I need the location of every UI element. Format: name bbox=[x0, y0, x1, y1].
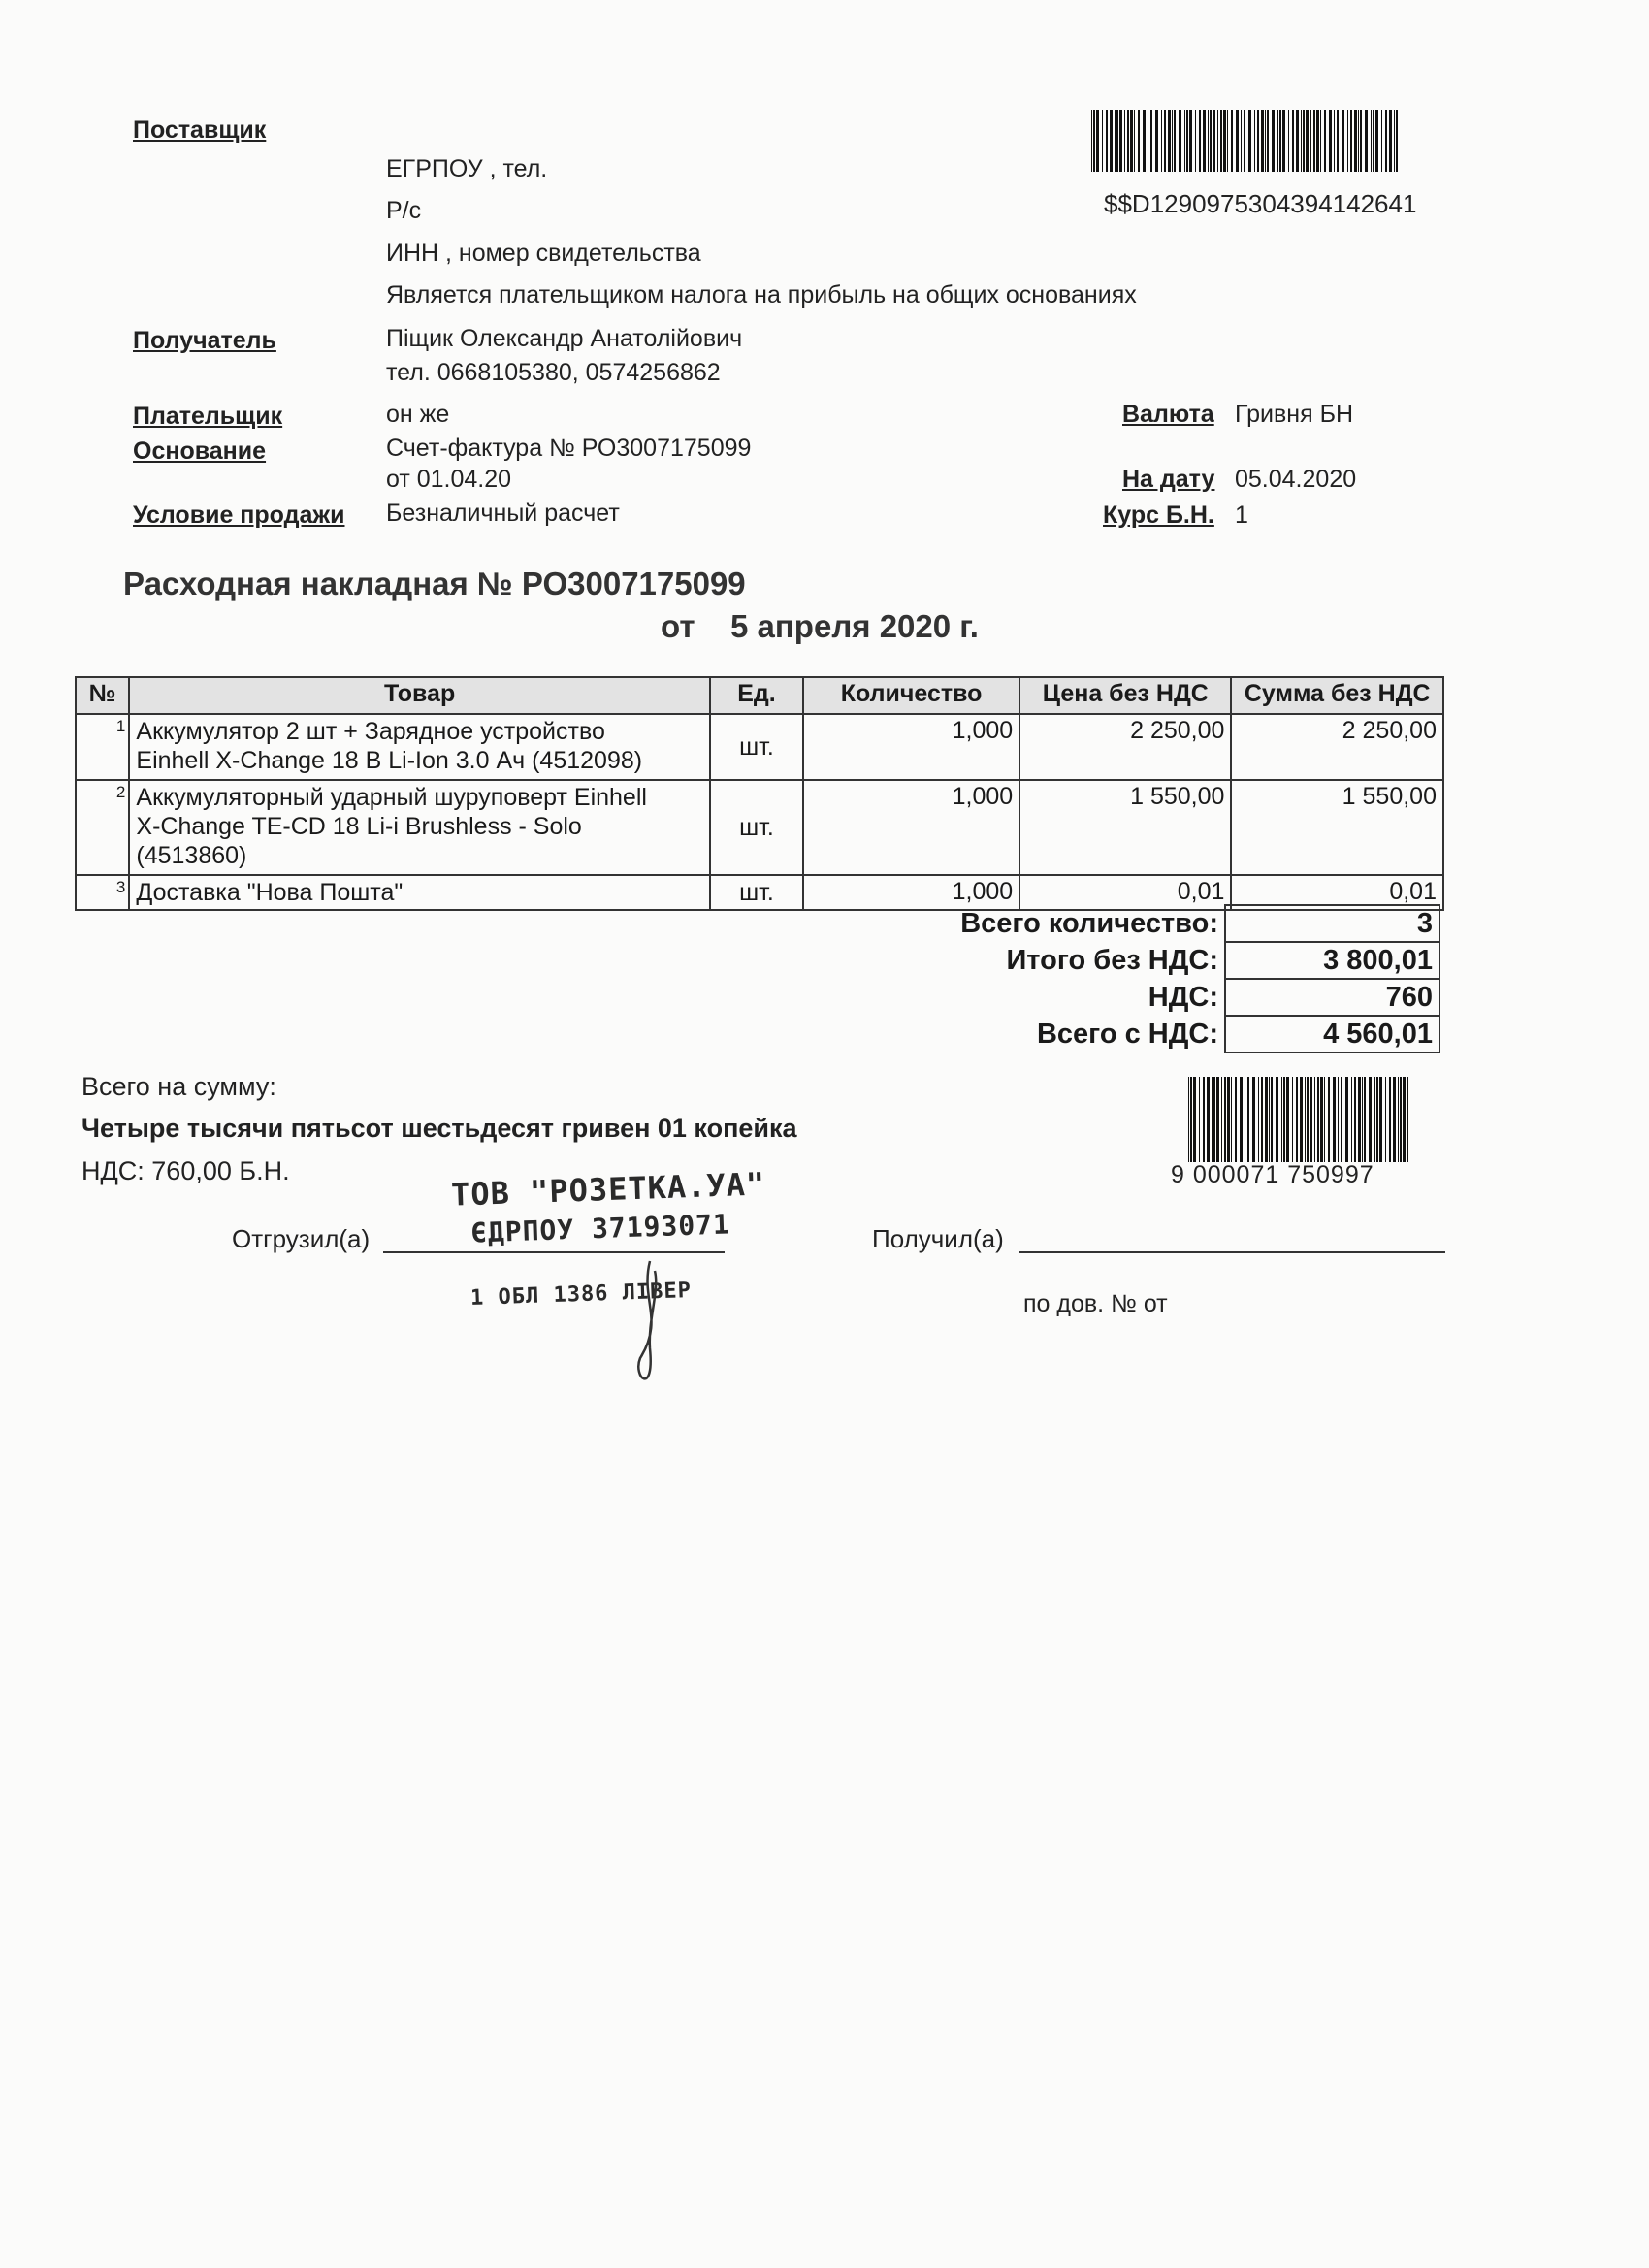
row-unit: шт. bbox=[710, 875, 803, 910]
barcode-bar bbox=[1381, 110, 1382, 172]
barcode-bar bbox=[1091, 110, 1092, 172]
recipient-label: Получатель bbox=[133, 327, 276, 354]
barcode-bar bbox=[1313, 110, 1315, 172]
barcode-bar bbox=[1324, 1077, 1325, 1162]
barcode-bar bbox=[1286, 1077, 1289, 1162]
barcode-bar bbox=[1316, 110, 1319, 172]
header-sum: Сумма без НДС bbox=[1231, 677, 1443, 714]
barcode-bar bbox=[1292, 1077, 1293, 1162]
barcode-bar bbox=[1203, 110, 1206, 172]
barcode-bar bbox=[1342, 110, 1344, 172]
barcode-bar bbox=[1224, 1077, 1226, 1162]
barcode-bar bbox=[1227, 110, 1228, 172]
barcode-bar bbox=[1161, 110, 1162, 172]
barcode-bar bbox=[1174, 110, 1176, 172]
barcode-bar bbox=[1110, 110, 1113, 172]
barcode-bar bbox=[1265, 110, 1266, 172]
barcode-bar bbox=[1217, 110, 1218, 172]
received-by-signature-line[interactable] bbox=[1018, 1251, 1445, 1253]
shipped-by-signature-line[interactable] bbox=[383, 1251, 725, 1253]
barcode-bar bbox=[1186, 110, 1188, 172]
header-number: № bbox=[76, 677, 129, 714]
barcode-bar bbox=[1102, 110, 1103, 172]
table-row bbox=[76, 780, 1443, 875]
barcode-bar bbox=[1203, 1077, 1205, 1162]
barcode-bar bbox=[1310, 110, 1311, 172]
barcode-bar bbox=[1179, 110, 1181, 172]
barcode-bar bbox=[1093, 110, 1095, 172]
barcode-bar bbox=[1134, 110, 1135, 172]
row-price: 0,01 bbox=[1019, 875, 1231, 910]
proxy-text: по дов. № от bbox=[1023, 1290, 1168, 1317]
currency-value: Гривня БН bbox=[1235, 401, 1354, 428]
barcode-bar bbox=[1130, 110, 1133, 172]
barcode-bar bbox=[1261, 110, 1264, 172]
totals-row-quantity bbox=[912, 905, 1439, 942]
currency-label: Валюта bbox=[1122, 401, 1214, 428]
barcode-top-code: $$D1290975304394142641 bbox=[1104, 189, 1417, 218]
barcode-bar bbox=[1407, 1077, 1408, 1162]
barcode-bar bbox=[1190, 1077, 1192, 1162]
row-goods bbox=[129, 714, 710, 780]
barcode-bar bbox=[1257, 110, 1259, 172]
sum-words-vat: НДС: 760,00 Б.Н. bbox=[81, 1156, 290, 1185]
barcode-bottom-image bbox=[1188, 1077, 1416, 1162]
barcode-bar bbox=[1172, 110, 1173, 172]
barcode-bar bbox=[1389, 1077, 1391, 1162]
barcode-bar bbox=[1328, 1077, 1330, 1162]
barcode-bar bbox=[1341, 1077, 1342, 1162]
row-sum: 1 550,00 bbox=[1231, 780, 1443, 875]
barcode-bar bbox=[1265, 1077, 1268, 1162]
barcode-bar bbox=[1241, 110, 1242, 172]
row-goods bbox=[129, 875, 710, 910]
barcode-bar bbox=[1292, 110, 1294, 172]
row-sum: 0,01 bbox=[1231, 875, 1443, 910]
barcode-bar bbox=[1240, 1077, 1243, 1162]
barcode-bar bbox=[1301, 110, 1302, 172]
barcode-bar bbox=[1281, 1077, 1282, 1162]
barcode-bar bbox=[1374, 1077, 1375, 1162]
barcode-bar bbox=[1303, 110, 1305, 172]
supplier-line-4: Является плательщиком налога на прибыль на общих основаниях bbox=[386, 281, 1137, 308]
supplier-label: Поставщик bbox=[133, 116, 267, 144]
barcode-bar bbox=[1276, 1077, 1278, 1162]
barcode-bar bbox=[1188, 1077, 1189, 1162]
barcode-bar bbox=[1358, 1077, 1361, 1162]
row-unit: шт. bbox=[710, 714, 803, 780]
header-goods: Товар bbox=[129, 677, 710, 714]
barcode-bar bbox=[1150, 110, 1152, 172]
barcode-bar bbox=[1389, 110, 1392, 172]
sum-words-text: Четыре тысячи пятьсот шестьдесят гривен 01 копейка bbox=[81, 1114, 797, 1143]
payer-label: Плательщик bbox=[133, 403, 283, 430]
header-price: Цена без НДС bbox=[1019, 677, 1231, 714]
table-header-row bbox=[76, 677, 1443, 714]
total-net-label: Итого без НДС: bbox=[1006, 944, 1218, 976]
barcode-bar bbox=[1272, 110, 1275, 172]
barcode-bar bbox=[1362, 1077, 1363, 1162]
on-date-label: На дату bbox=[1122, 466, 1215, 493]
row-number: 1 bbox=[76, 714, 129, 780]
totals-row-net bbox=[912, 942, 1439, 979]
barcode-bar bbox=[1258, 1077, 1259, 1162]
barcode-bar bbox=[1400, 1077, 1402, 1162]
barcode-bar bbox=[1403, 1077, 1406, 1162]
barcode-bar bbox=[1375, 110, 1378, 172]
barcode-bar bbox=[1358, 110, 1359, 172]
barcode-bar bbox=[1283, 1077, 1285, 1162]
barcode-bar bbox=[1221, 1077, 1222, 1162]
row-price: 1 550,00 bbox=[1019, 780, 1231, 875]
barcode-bar bbox=[1124, 110, 1125, 172]
barcode-bar bbox=[1279, 110, 1281, 172]
row-price: 2 250,00 bbox=[1019, 714, 1231, 780]
row-goods-line: Аккумулятор 2 шт + Зарядное устройство bbox=[136, 718, 605, 745]
row-goods bbox=[129, 780, 710, 875]
barcode-bar bbox=[1364, 1077, 1366, 1162]
basis-label: Основание bbox=[133, 437, 267, 465]
row-goods-line: Аккумуляторный ударный шуруповерт Einhell bbox=[136, 784, 647, 811]
shipped-by-label: Отгрузил(а) bbox=[232, 1224, 371, 1253]
barcode-bar bbox=[1106, 110, 1108, 172]
barcode-bar bbox=[1393, 1077, 1396, 1162]
total-quantity-value: 3 bbox=[1225, 905, 1439, 942]
barcode-bar bbox=[1155, 110, 1158, 172]
barcode-bar bbox=[1189, 110, 1192, 172]
row-quantity: 1,000 bbox=[803, 875, 1019, 910]
barcode-bar bbox=[1306, 110, 1309, 172]
document-date-prefix: от bbox=[661, 608, 695, 644]
totals-table bbox=[912, 904, 1440, 1053]
row-goods-line: Einhell X-Change 18 В Li-Ion 3.0 Ач (4512098) bbox=[136, 747, 643, 774]
row-sum: 2 250,00 bbox=[1231, 714, 1443, 780]
table-row bbox=[76, 714, 1443, 780]
stamp-line-3: 1 ОБЛ 1386 ЛІВЕР bbox=[469, 1279, 693, 1311]
barcode-bar bbox=[1347, 110, 1348, 172]
totals-row-vat bbox=[912, 979, 1439, 1016]
barcode-bar bbox=[1296, 110, 1299, 172]
barcode-bar bbox=[1231, 110, 1233, 172]
row-number: 3 bbox=[76, 875, 129, 910]
barcode-bar bbox=[1254, 110, 1255, 172]
barcode-bar bbox=[1096, 110, 1099, 172]
row-quantity: 1,000 bbox=[803, 714, 1019, 780]
row-goods-line: Доставка "Нова Пошта" bbox=[136, 879, 404, 906]
barcode-bar bbox=[1376, 1077, 1378, 1162]
total-gross-value: 4 560,01 bbox=[1225, 1016, 1439, 1053]
barcode-bar bbox=[1195, 110, 1196, 172]
barcode-bar bbox=[1220, 110, 1222, 172]
stamp-line-2: ЄДРПОУ 37193071 bbox=[469, 1208, 731, 1249]
row-number: 2 bbox=[76, 780, 129, 875]
barcode-bar bbox=[1236, 110, 1239, 172]
barcode-bar bbox=[1269, 1077, 1270, 1162]
barcode-bar bbox=[1385, 110, 1387, 172]
barcode-bar bbox=[1338, 1077, 1339, 1162]
barcode-bar bbox=[1305, 1077, 1306, 1162]
barcode-bar bbox=[1168, 110, 1171, 172]
barcode-bar bbox=[1247, 1077, 1249, 1162]
barcode-bar bbox=[1379, 1077, 1382, 1162]
barcode-bar bbox=[1394, 110, 1395, 172]
barcode-bar bbox=[1127, 110, 1129, 172]
supplier-line-3: ИНН , номер свидетельства bbox=[386, 240, 701, 267]
barcode-bar bbox=[1212, 110, 1215, 172]
barcode-bar bbox=[1369, 1077, 1372, 1162]
barcode-bar bbox=[1288, 110, 1289, 172]
barcode-bar bbox=[1324, 110, 1326, 172]
sale-condition-label: Условие продажи bbox=[133, 502, 345, 529]
barcode-bar bbox=[1282, 110, 1285, 172]
row-goods-line: (4513860) bbox=[136, 842, 247, 869]
total-net-value: 3 800,01 bbox=[1225, 942, 1439, 979]
barcode-bar bbox=[1164, 110, 1166, 172]
sale-condition-value: Безналичный расчет bbox=[386, 500, 620, 527]
barcode-bar bbox=[1210, 110, 1212, 172]
barcode-bar bbox=[1317, 1077, 1319, 1162]
barcode-bar bbox=[1320, 110, 1321, 172]
barcode-bar bbox=[1199, 1077, 1200, 1162]
stamp-line-1: ТОВ "РОЗЕТКА.УА" bbox=[450, 1165, 766, 1214]
barcode-bar bbox=[1271, 1077, 1273, 1162]
row-unit: шт. bbox=[710, 780, 803, 875]
items-table bbox=[75, 676, 1444, 911]
barcode-bar bbox=[1350, 110, 1352, 172]
barcode-bar bbox=[1345, 1077, 1348, 1162]
barcode-bottom-code: 9 000071 750997 bbox=[1171, 1161, 1374, 1188]
document-title: Расходная накладная № РО3007175099 bbox=[123, 566, 746, 601]
barcode-bar bbox=[1277, 110, 1278, 172]
barcode-bar bbox=[1354, 1077, 1356, 1162]
barcode-bar bbox=[1223, 110, 1226, 172]
barcode-bar bbox=[1396, 110, 1398, 172]
barcode-bar bbox=[1373, 110, 1374, 172]
barcode-bar bbox=[1296, 1077, 1298, 1162]
barcode-bar bbox=[1184, 110, 1185, 172]
barcode-bar bbox=[1385, 1077, 1386, 1162]
received-by-label: Получил(а) bbox=[872, 1224, 1004, 1253]
barcode-bar bbox=[1119, 110, 1122, 172]
barcode-bar bbox=[1248, 110, 1251, 172]
rate-value: 1 bbox=[1235, 502, 1248, 529]
payer-value: он же bbox=[386, 401, 450, 428]
barcode-bar bbox=[1199, 110, 1201, 172]
barcode-bar bbox=[1307, 1077, 1309, 1162]
header-unit: Ед. bbox=[710, 677, 803, 714]
barcode-bar bbox=[1252, 1077, 1255, 1162]
total-gross-label: Всего с НДС: bbox=[1036, 1018, 1218, 1050]
barcode-bar bbox=[1300, 1077, 1303, 1162]
row-quantity: 1,000 bbox=[803, 780, 1019, 875]
barcode-bar bbox=[1193, 1077, 1196, 1162]
total-vat-value: 760 bbox=[1225, 979, 1439, 1016]
basis-value-1: Счет-фактура № РО3007175099 bbox=[386, 435, 752, 462]
barcode-bar bbox=[1354, 110, 1357, 172]
supplier-line-1: ЕГРПОУ , тел. bbox=[386, 155, 548, 182]
barcode-top-image bbox=[1091, 110, 1416, 172]
barcode-bar bbox=[1398, 1077, 1399, 1162]
barcode-bar bbox=[1310, 1077, 1312, 1162]
supplier-line-2: Р/с bbox=[386, 197, 422, 224]
recipient-phone: тел. 0668105380, 0574256862 bbox=[386, 359, 721, 386]
barcode-bar bbox=[1334, 110, 1335, 172]
header-quantity: Количество bbox=[803, 677, 1019, 714]
barcode-bar bbox=[1143, 110, 1146, 172]
barcode-bar bbox=[1231, 1077, 1232, 1162]
barcode-bar bbox=[1116, 110, 1118, 172]
total-quantity-label: Всего количество: bbox=[960, 907, 1218, 939]
barcode-bar bbox=[1360, 110, 1362, 172]
rate-label: Курс Б.Н. bbox=[1103, 502, 1214, 529]
barcode-bar bbox=[1115, 110, 1116, 172]
barcode-bar bbox=[1207, 1077, 1210, 1162]
barcode-bar bbox=[1227, 1077, 1230, 1162]
barcode-bar bbox=[1267, 110, 1269, 172]
barcode-bar bbox=[1365, 110, 1368, 172]
barcode-bar bbox=[1320, 1077, 1323, 1162]
barcode-bar bbox=[1244, 110, 1245, 172]
total-vat-label: НДС: bbox=[1148, 981, 1218, 1013]
sum-words-label: Всего на сумму: bbox=[81, 1072, 276, 1101]
barcode-bar bbox=[1208, 110, 1209, 172]
basis-value-2: от 01.04.20 bbox=[386, 466, 512, 493]
handwritten-signature-icon bbox=[621, 1251, 679, 1407]
barcode-bar bbox=[1235, 1077, 1237, 1162]
barcode-bar bbox=[1329, 110, 1332, 172]
on-date-value: 05.04.2020 bbox=[1235, 466, 1357, 493]
barcode-bar bbox=[1138, 110, 1140, 172]
row-goods-line: X-Change TE-CD 18 Li-i Brushless - Solo bbox=[136, 813, 582, 840]
totals-row-gross bbox=[912, 1016, 1439, 1053]
barcode-bar bbox=[1333, 1077, 1336, 1162]
recipient-name: Піщик Олександр Анатолійович bbox=[386, 325, 743, 352]
barcode-bar bbox=[1371, 110, 1372, 172]
barcode-bar bbox=[1213, 1077, 1215, 1162]
barcode-bar bbox=[1216, 1077, 1219, 1162]
barcode-bar bbox=[1351, 1077, 1352, 1162]
barcode-bar bbox=[1261, 1077, 1263, 1162]
barcode-bar bbox=[1337, 110, 1339, 172]
barcode-bar bbox=[1314, 1077, 1315, 1162]
document-date: 5 апреля 2020 г. bbox=[730, 608, 979, 644]
